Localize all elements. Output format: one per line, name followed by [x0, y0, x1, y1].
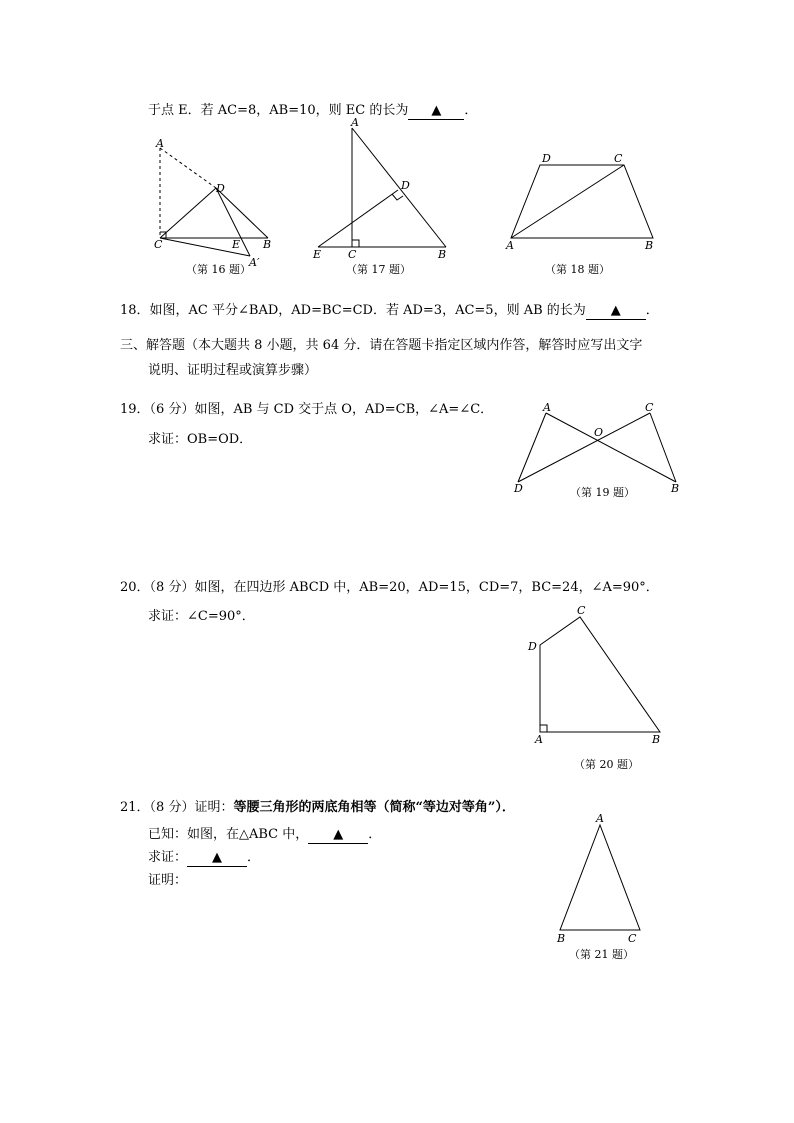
f20-label-d: D — [528, 640, 537, 653]
q19-line2: 求证：OB=OD． — [148, 432, 253, 447]
f18-label-a: A — [506, 239, 514, 252]
q20-line1: 20．（8 分）如图，在四边形 ABCD 中，AB=20，AD=15，CD=7，BC=24，∠A=90°． — [120, 580, 659, 595]
f17-label-a: A — [351, 116, 359, 129]
f19-label-c: C — [645, 401, 654, 414]
q21-given-blank: ▲ — [308, 827, 368, 844]
q21-given: 已知：如图，在△ABC 中， — [148, 827, 309, 842]
f20-label-c: C — [577, 604, 586, 617]
f19-label-a: A — [543, 401, 551, 414]
q18-text: 18．如图，AC 平分∠BAD，AD=BC=CD．若 AD=3，AC=5，则 AB 的长为 — [120, 303, 586, 318]
f18-label-c: C — [614, 152, 623, 165]
f21-label-a: A — [596, 812, 604, 825]
f16-label-c: C — [154, 238, 163, 251]
q21-title: 等腰三角形的两底角相等（简称“等边对等角”）． — [233, 800, 515, 815]
f16-label-a: A — [156, 137, 164, 150]
f18-caption: （第 18 题） — [545, 263, 610, 276]
f18-label-b: B — [645, 239, 654, 252]
f19-caption: （第 19 题） — [570, 486, 635, 499]
section3-line2: 说明、证明过程或演算步骤） — [148, 363, 318, 378]
q18-answer-blank: ▲ — [586, 303, 646, 320]
q17-tail-end: ． — [464, 103, 478, 118]
f18-label-d: D — [542, 152, 551, 165]
f20-caption: （第 20 题） — [574, 758, 639, 771]
f16-label-b: B — [263, 238, 272, 251]
f17-label-b: B — [438, 248, 447, 261]
f16-label-d: D — [216, 182, 225, 195]
f21-label-b: B — [557, 932, 566, 945]
q20-line2: 求证：∠C=90°． — [148, 609, 255, 624]
q17-answer-blank: ▲ — [408, 103, 464, 120]
q19-line1: 19．（6 分）如图，AB 与 CD 交于点 O，AD=CB，∠A=∠C． — [120, 402, 494, 417]
f16-caption: （第 16 题） — [186, 263, 251, 276]
f16-label-e: E — [232, 238, 241, 251]
f19-label-o: O — [594, 426, 604, 439]
f17-label-c: C — [348, 248, 357, 261]
q18-end: ． — [645, 303, 659, 318]
q21-prove-blank: ▲ — [187, 850, 247, 867]
q17-tail-text: 于点 E．若 AC=8，AB=10，则 EC 的长为 — [148, 103, 409, 118]
q21-prove-end: ． — [247, 850, 261, 865]
f17-caption: （第 17 题） — [346, 263, 411, 276]
f21-triangle — [560, 825, 640, 930]
f17-label-d: D — [401, 179, 410, 192]
q21-given-end: ． — [368, 827, 382, 842]
f19-label-b: B — [671, 482, 680, 495]
f17-label-e: E — [313, 248, 322, 261]
f20-label-b: B — [652, 733, 661, 746]
section3-line1: 三、解答题（本大题共 8 小题，共 64 分．请在答题卡指定区域内作答，解答时应写出文字 — [120, 338, 643, 353]
f21-label-c: C — [628, 932, 637, 945]
q21-prefix: 21．（8 分）证明： — [120, 800, 234, 815]
q21-proof: 证明： — [148, 873, 188, 888]
f16-label-a-prime: A′ — [249, 256, 260, 269]
f20-label-a: A — [535, 733, 543, 746]
f21-caption: （第 21 题） — [569, 948, 634, 961]
q21-prove: 求证： — [148, 850, 188, 865]
f19-label-d: D — [514, 482, 523, 495]
